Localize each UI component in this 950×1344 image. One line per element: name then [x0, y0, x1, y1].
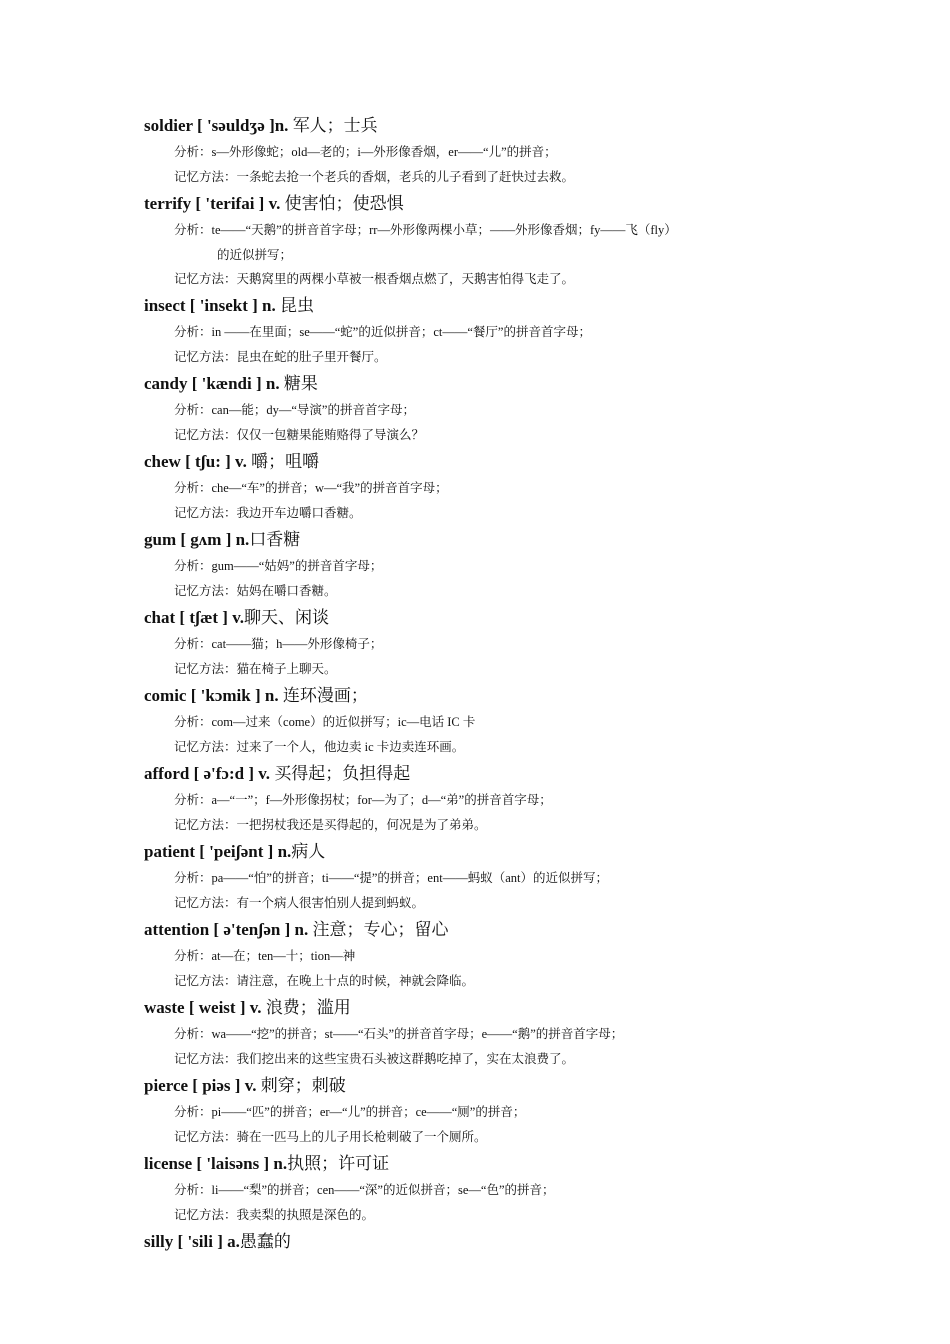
headword	[144, 1072, 844, 1100]
entry-silly	[144, 1228, 844, 1256]
headword	[144, 526, 844, 554]
entry-afford	[144, 760, 844, 838]
analysis-line: 分析：s—外形像蛇；old—老的；i—外形像香烟，er——“儿”的拼音；	[174, 145, 557, 159]
headword	[144, 190, 844, 218]
entry-waste	[144, 994, 844, 1072]
word: pierce [ piəs ] v.	[144, 1076, 257, 1095]
analysis-line: 分析：wa——“挖”的拼音；st——“石头”的拼音首字母；e——“鹅”的拼音首字母；	[174, 1027, 624, 1041]
meaning: 愚蠢的	[239, 1232, 291, 1251]
meaning: 买得起；负担得起	[274, 764, 411, 783]
entry-patient	[144, 838, 844, 916]
word: candy [ 'kændi ] n.	[144, 374, 280, 393]
headword	[144, 760, 844, 788]
entry-chat	[144, 604, 844, 682]
memory-line: 记忆方法：姑妈在嚼口香糖。	[174, 584, 337, 598]
word: comic [ 'kɔmik ] n.	[144, 686, 279, 705]
analysis-line: 分析：gum——“姑妈”的拼音首字母；	[174, 559, 383, 573]
vocabulary-list	[144, 112, 844, 1256]
memory-line: 记忆方法：我卖梨的执照是深色的。	[174, 1208, 375, 1222]
memory-line: 记忆方法：一条蛇去抢一个老兵的香烟，老兵的儿子看到了赶快过去救。	[174, 170, 575, 184]
meaning: 昆虫	[280, 296, 314, 315]
meaning: 执照；许可证	[287, 1154, 390, 1173]
memory-line: 记忆方法：猫在椅子上聊天。	[174, 662, 337, 676]
entry-terrify	[144, 190, 844, 292]
memory-line: 记忆方法：骑在一匹马上的儿子用长枪刺破了一个厕所。	[174, 1130, 487, 1144]
word: waste [ weist ] v.	[144, 998, 262, 1017]
word: chew [ tʃu: ] v.	[144, 452, 247, 471]
analysis-text: 分析：te——“天鹅”的拼音首字母；rr—外形像两棵小草；——外形像香烟；fy——飞（fly）	[174, 223, 677, 237]
word: attention [ ə'tenʃən ] n.	[144, 920, 309, 939]
meaning: 浪费；滥用	[265, 998, 351, 1017]
analysis-line	[144, 218, 844, 267]
headword	[144, 994, 844, 1022]
meaning: 聊天、闲谈	[244, 608, 330, 627]
analysis-continuation: 的近似拼写；	[217, 248, 293, 262]
memory-line: 记忆方法：过来了一个人，他边卖 ic 卡边卖连环画。	[174, 740, 465, 754]
analysis-line: 分析：pi——“匹”的拼音；er—“儿”的拼音；ce——“厕”的拼音；	[174, 1105, 526, 1119]
headword	[144, 292, 844, 320]
headword	[144, 604, 844, 632]
headword	[144, 112, 844, 140]
analysis-line: 分析：at—在；ten—十；tion—神	[174, 949, 356, 963]
analysis-line: 分析：che—“车”的拼音；w—“我”的拼音首字母；	[174, 481, 448, 495]
word: silly [ 'sili ] a.	[144, 1232, 240, 1251]
entry-pierce	[144, 1072, 844, 1150]
word: chat [ tʃæt ] v.	[144, 608, 245, 627]
meaning: 糖果	[283, 374, 318, 393]
memory-line: 记忆方法：我们挖出来的这些宝贵石头被这群鹅吃掉了，实在太浪费了。	[174, 1052, 575, 1066]
word: terrify [ 'terifai ] v.	[144, 194, 281, 213]
analysis-line: 分析：can—能；dy—“导演”的拼音首字母；	[174, 403, 415, 417]
word: gum [ gʌm ] n.	[144, 530, 250, 549]
meaning: 病人	[291, 842, 326, 861]
memory-line: 记忆方法：请注意，在晚上十点的时候，神就会降临。	[174, 974, 475, 988]
headword	[144, 370, 844, 398]
word: insect [ 'insekt ] n.	[144, 296, 276, 315]
analysis-line: 分析：in ——在里面；se——“蛇”的近似拼音；ct——“餐厅”的拼音首字母；	[174, 325, 591, 339]
analysis-line: 分析：pa——“怕”的拼音；ti——“提”的拼音；ent——蚂蚁（ant）的近似拼写；	[174, 871, 608, 885]
analysis-line: 分析：a—“一”；f—外形像拐杖；for—为了；d—“弟”的拼音首字母；	[174, 793, 552, 807]
entry-license	[144, 1150, 844, 1228]
entry-comic	[144, 682, 844, 760]
memory-line: 记忆方法：有一个病人很害怕别人提到蚂蚁。	[174, 896, 425, 910]
headword	[144, 448, 844, 476]
headword	[144, 682, 844, 710]
entry-insect	[144, 292, 844, 370]
memory-line: 记忆方法：我边开车边嚼口香糖。	[174, 506, 362, 520]
entry-candy	[144, 370, 844, 448]
headword	[144, 1228, 844, 1256]
analysis-line: 分析：cat——猫；h——外形像椅子；	[174, 637, 383, 651]
memory-line: 记忆方法：仅仅一包糖果能贿赂得了导演么？	[174, 428, 425, 442]
meaning: 连环漫画；	[282, 686, 368, 705]
memory-line: 记忆方法：昆虫在蛇的肚子里开餐厅。	[174, 350, 387, 364]
analysis-line: 分析：com—过来（come）的近似拼写；ic—电话 IC 卡	[174, 715, 476, 729]
meaning: 军人；士兵	[292, 116, 378, 135]
meaning: 使害怕；使恐惧	[284, 194, 404, 213]
headword	[144, 838, 844, 866]
meaning: 口香糖	[249, 530, 301, 549]
meaning: 嚼；咀嚼	[251, 452, 320, 471]
word: soldier [ 'səuldʒə ]n.	[144, 116, 289, 135]
headword	[144, 916, 844, 944]
memory-line: 记忆方法：一把拐杖我还是买得起的，何况是为了弟弟。	[174, 818, 487, 832]
word: afford [ ə'fɔ:d ] v.	[144, 764, 271, 783]
entry-gum	[144, 526, 844, 604]
entry-attention	[144, 916, 844, 994]
entry-soldier	[144, 112, 844, 190]
word: patient [ 'peiʃənt ] n.	[144, 842, 292, 861]
analysis-line: 分析：li——“梨”的拼音；cen——“深”的近似拼音；se—“色”的拼音；	[174, 1183, 555, 1197]
headword	[144, 1150, 844, 1178]
meaning: 刺穿；刺破	[260, 1076, 346, 1095]
entry-chew	[144, 448, 844, 526]
meaning: 注意；专心；留心	[312, 920, 449, 939]
word: license [ 'laisəns ] n.	[144, 1154, 288, 1173]
memory-line: 记忆方法：天鹅窝里的两棵小草被一根香烟点燃了，天鹅害怕得飞走了。	[174, 272, 575, 286]
